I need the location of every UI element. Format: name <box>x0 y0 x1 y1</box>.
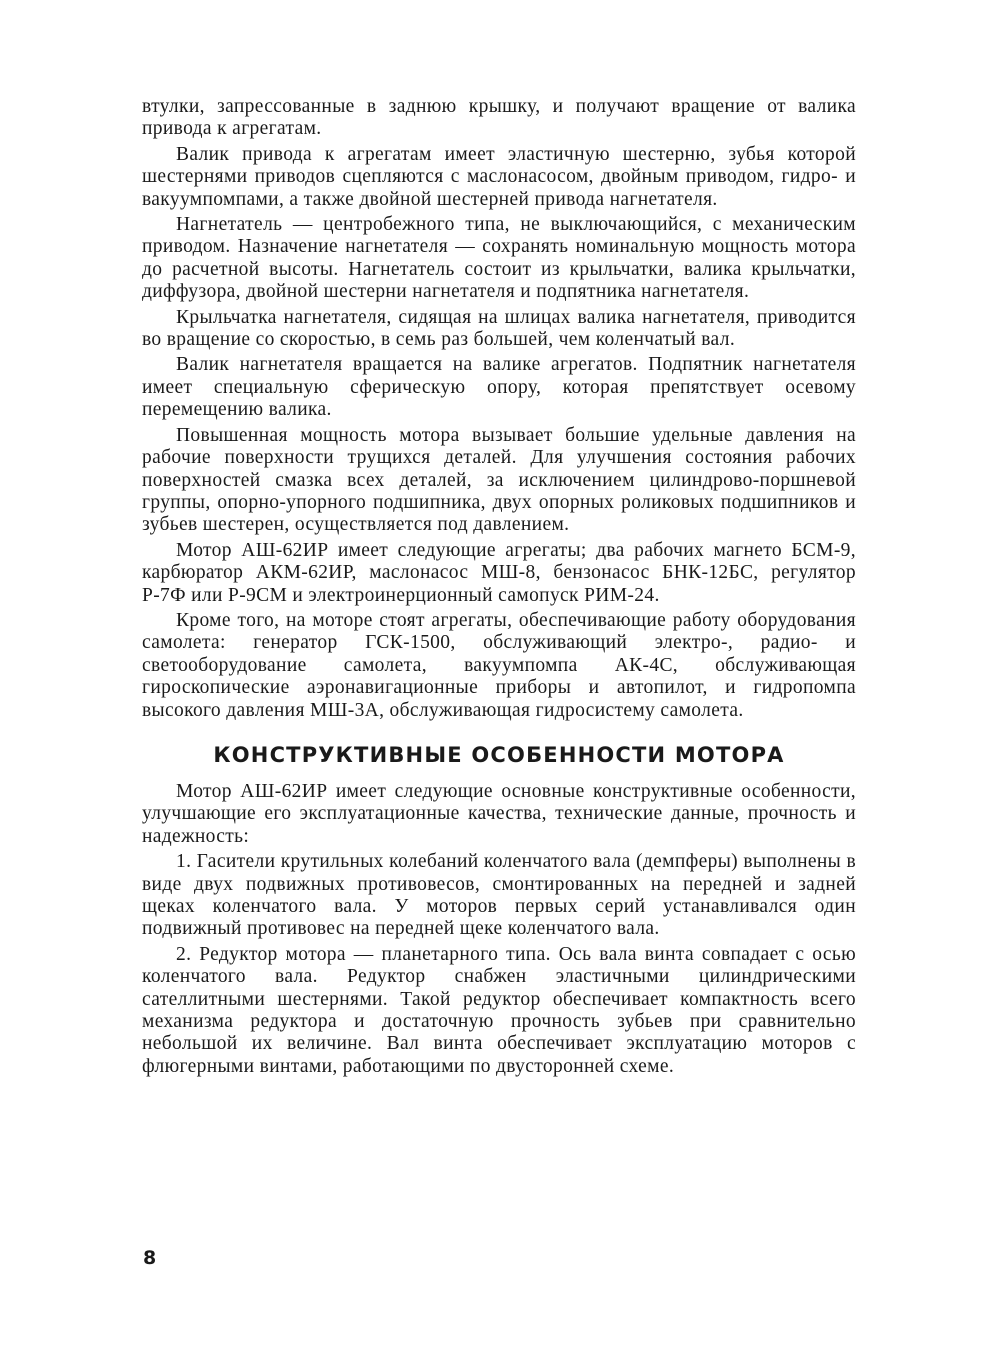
paragraph: Мотор АШ-62ИР имеет следующие агрегаты; два рабочих магнето БСМ-9, карбюратор АКМ-62ИР, маслонасос МШ-8, бензонасос БНК-12БС, регулятор Р-7Ф или Р-9СМ и электроинерционный самопуск РИМ-24. <box>142 539 856 606</box>
paragraph: Валик нагнетателя вращается на валике агрегатов. Подпятник нагнетателя имеет специальную сферическую опору, которая препятствует осевому перемещению валика. <box>142 354 856 421</box>
body-text <box>142 96 856 1081</box>
paragraph: Мотор АШ-62ИР имеет следующие основные конструктивные особенности, улучшающие его эксплуатационные качества, технические данные, прочность и надежность: <box>142 780 856 847</box>
paragraph: 1. Гасители крутильных колебаний коленчатого вала (демпферы) выполнены в виде двух подвижных противовесов, смонтированных на передней и задней щеках коленчатого вала. У моторов первых серий устанавливался один подвижный противовес на передней щеке коленчатого вала. <box>142 851 856 940</box>
paragraph: Валик привода к агрегатам имеет эластичную шестерню, зубья которой шестернями приводов сцепляются с маслонасосом, двойным приводом, гидро- и вакуумпомпами, а также двойной шестерней привода нагнетателя. <box>142 143 856 210</box>
paragraph: 2. Редуктор мотора — планетарного типа. Ось вала винта совпадает с осью коленчатого вала. Редуктор снабжен эластичными цилиндрическими сателлитными шестернями. Такой редуктор обеспечивает компактность всего механизма редуктора и достаточную прочность зубьев при сравнительно небольшой их величине. Вал винта обеспечивает эксплуатацию моторов с флюгерными винтами, работающими по двусторонней схеме. <box>142 943 856 1077</box>
section-heading: КОНСТРУКТИВНЫЕ ОСОБЕННОСТИ МОТОРА <box>213 742 785 767</box>
paragraph: втулки, запрессованные в заднюю крышку, и получают вращение от валика привода к агрегатам. <box>142 96 856 140</box>
paragraph: Кроме того, на моторе стоят агрегаты, обеспечивающие работу оборудования самолета: генератор ГСК-1500, обслуживающий электро-, радио- и светооборудование самолета, вакуумпомпа АК-4С, обслуживающая гироскопические аэронавигационные приборы и автопилот, и гидропомпа высокого давления МШ-3А, обслуживающая гидросистему самолета. <box>142 609 856 721</box>
page-number: 8 <box>143 1247 157 1269</box>
paragraph: Нагнетатель — центробежного типа, не выключающийся, с механическим приводом. Назначение нагнетателя — сохранять номинальную мощность мотора до расчетной высоты. Нагнетатель состоит из крыльчатки, валика крыльчатки, диффузора, двойной шестерни нагнетателя и подпятника нагнетателя. <box>142 214 856 303</box>
paragraph: Повышенная мощность мотора вызывает большие удельные давления на рабочие поверхности трущихся деталей. Для улучшения состояния рабочих поверхностей смазка всех деталей, за исключением цилиндрово-поршневой группы, опорно-упорного подшипника, двух опорных роликовых подшипников и зубьев шестерен, осуществляется под давлением. <box>142 424 856 536</box>
paragraph: Крыльчатка нагнетателя, сидящая на шлицах валика нагнетателя, приводится во вращение со скоростью, в семь раз большей, чем коленчатый вал. <box>142 306 856 351</box>
